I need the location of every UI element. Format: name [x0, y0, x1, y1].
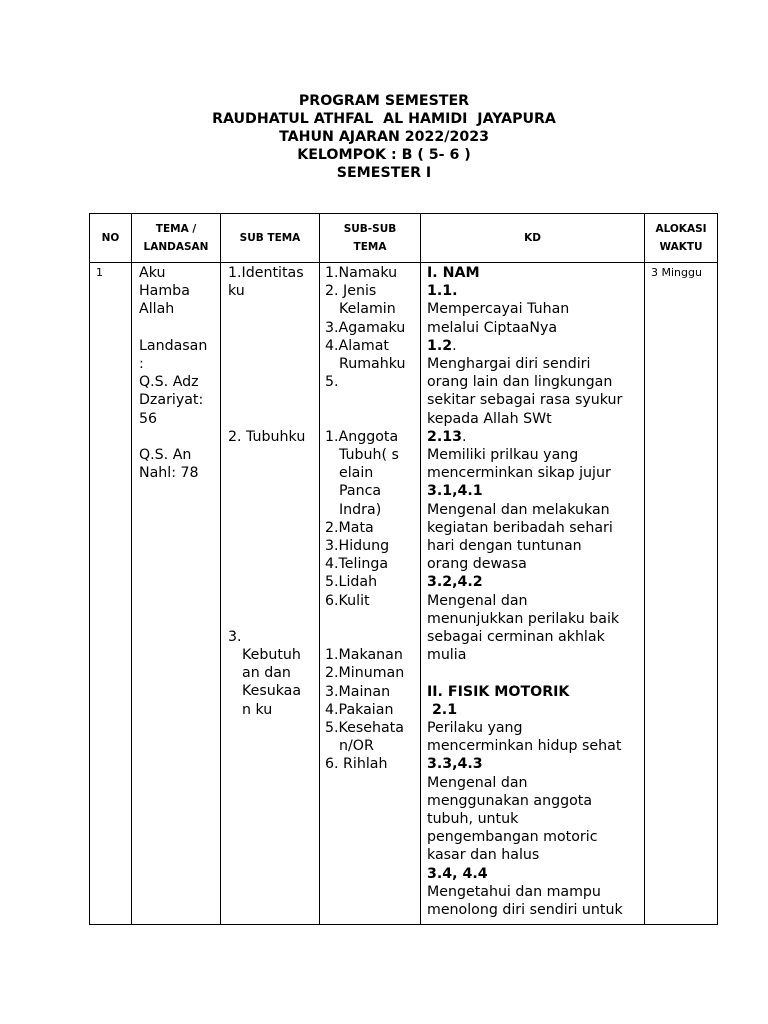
cell-alokasi: 3 Minggu: [645, 263, 718, 925]
header-kd: KD: [421, 214, 645, 263]
header-tema: TEMA / LANDASAN: [132, 214, 221, 263]
header-alokasi: ALOKASI WAKTU: [645, 214, 718, 263]
title-line-year: TAHUN AJARAN 2022/2023: [279, 129, 489, 145]
title-line-program: PROGRAM SEMESTER: [298, 93, 470, 109]
header-subsub-tema: SUB-SUB TEMA: [320, 214, 421, 263]
document-title: [0, 92, 768, 182]
title-line-semester: SEMESTER I: [336, 165, 432, 181]
table-row: [90, 263, 718, 925]
cell-kd: I. NAM 1.1. Mempercayai Tuhan melalui CiptaaNya 1.2. Menghargai diri sendiri orang lain dan lingkungan sekitar sebagai rasa syukur kepada Allah SWt 2.13. Memiliki prilkau yang mencerminkan sikap jujur 3.1,4.1 Mengenal dan melakukan kegiatan beribadah sehari hari dengan tuntunan orang dewasa 3.2,4.2 Mengenal dan menunjukkan perilaku baik sebagai cerminan akhlak mulia II. FISIK MOTORIK 2.1 Perilaku yang mencerminkan hidup sehat 3.3,4.3 Mengenal dan menggunakan anggota tubuh, untuk pengembangan motoric kasar dan halus 3.4, 4.4 Mengetahui dan mampu menolong diri sendiri untuk: [421, 263, 645, 925]
header-sub-tema: SUB TEMA: [221, 214, 320, 263]
table-header-row: [90, 214, 718, 263]
semester-program-table: [89, 213, 718, 925]
cell-sub-tema: 1.Identitas ku 2. Tubuhku 3. Kebutuh an dan Kesukaa n ku: [221, 263, 320, 925]
cell-tema: Aku Hamba Allah Landasan : Q.S. Adz Dzariyat: 56 Q.S. An Nahl: 78: [132, 263, 221, 925]
cell-no: 1: [90, 263, 132, 925]
header-no: NO: [90, 214, 132, 263]
cell-subsub-tema: 1.Namaku 2. Jenis Kelamin 3.Agamaku 4. Alamat Rumahku 5. 1. Anggota Tubuh( s elain Panca Indra) 2.Mata 3.Hidung 4.Telinga 5.Lidah 6.Kulit 1.Makanan 2.Minuman 3.Mainan 4.Pakaian 5. Kesehata n/OR 6. Rihlah: [320, 263, 421, 925]
title-line-group: KELOMPOK : B ( 5- 6 ): [297, 147, 471, 163]
title-line-school: RAUDHATUL ATHFAL AL HAMIDI JAYAPURA: [212, 111, 556, 127]
